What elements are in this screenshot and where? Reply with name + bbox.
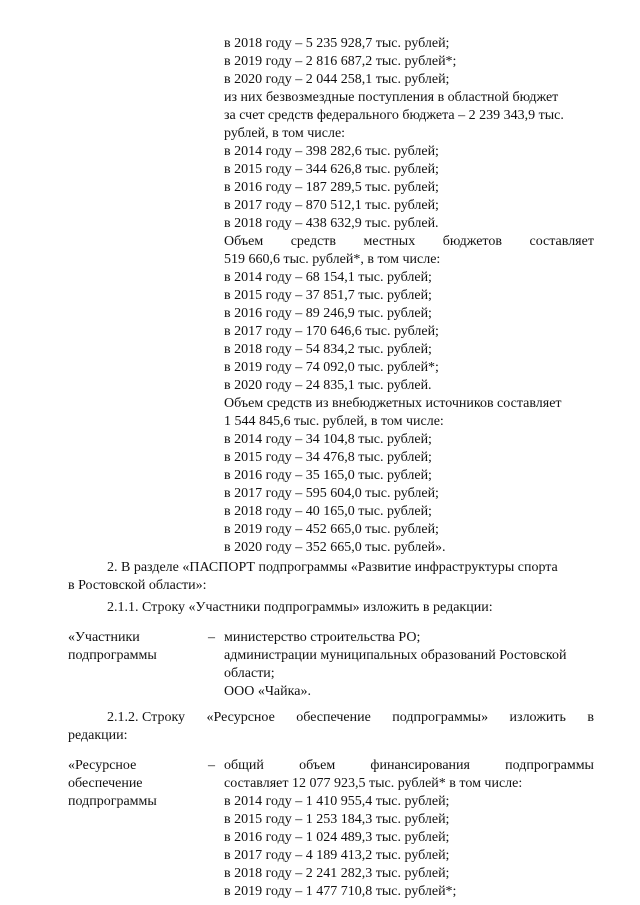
text-line: в 2019 году – 452 665,0 тыс. рублей; [224,522,439,537]
word: местных [363,234,416,249]
text-line: в 2020 году – 352 665,0 тыс. рублей». [224,540,446,555]
word: подпрограммы» [392,710,489,725]
text-line: за счет средств федерального бюджета – 2 239 343,9 тыс. [224,108,564,123]
participants-value: области; [224,666,275,681]
local-budget-heading [224,234,594,250]
text-line: в 2020 году – 2 044 258,1 тыс. рублей; [224,72,450,87]
word: общий [224,758,264,773]
text-line: в 2016 году – 187 289,5 тыс. рублей; [224,180,439,195]
word: Объем [224,234,264,249]
text-line: составляет 12 077 923,5 тыс. рублей* в том числе: [224,776,523,791]
text-line: 1 544 845,6 тыс. рублей, в том числе: [224,414,444,429]
text-line: 519 660,6 тыс. рублей*, в том числе: [224,252,441,267]
text-line: в 2015 году – 34 476,8 тыс. рублей; [224,450,432,465]
section-heading: 2. В разделе «ПАСПОРТ подпрограммы «Развитие инфраструктуры спорта [107,560,558,575]
text-line: в 2014 году – 34 104,8 тыс. рублей; [224,432,432,447]
word: 2.1.2. Строку [107,710,186,725]
text-line: в Ростовской области»: [68,578,207,593]
word: средств [290,234,337,249]
text-line: из них безвозмездные поступления в областной бюджет [224,90,559,105]
participants-value: министерство строительства РО; [224,630,421,645]
resources-label: «Ресурсное [68,758,137,773]
paragraph-2-1-2 [107,710,594,726]
text-line: в 2020 году – 24 835,1 тыс. рублей. [224,378,432,393]
word: обеспечение [296,710,371,725]
text-line: в 2017 году – 4 189 413,2 тыс. рублей; [224,848,450,863]
text-line: в 2014 году – 68 154,1 тыс. рублей; [224,270,432,285]
text-line: в 2018 году – 438 632,9 тыс. рублей. [224,216,439,231]
resources-label: обеспечение [68,776,143,791]
participants-value: администрации муниципальных образований Ростовской [224,648,567,663]
text-line: в 2019 году – 1 477 710,8 тыс. рублей*; [224,884,457,899]
text-line: в 2018 году – 5 235 928,7 тыс. рублей; [224,36,450,51]
text-line: в 2016 году – 35 165,0 тыс. рублей; [224,468,432,483]
participants-value: ООО «Чайка». [224,684,311,699]
text-line: в 2017 году – 595 604,0 тыс. рублей; [224,486,439,501]
text-line: в 2018 году – 2 241 282,3 тыс. рублей; [224,866,450,881]
text-line: в 2014 году – 1 410 955,4 тыс. рублей; [224,794,450,809]
text-line: в 2014 году – 398 282,6 тыс. рублей; [224,144,439,159]
text-line: в 2015 году – 344 626,8 тыс. рублей; [224,162,439,177]
resources-label: подпрограммы [68,794,157,809]
text-line: в 2018 году – 54 834,2 тыс. рублей; [224,342,432,357]
text-line: рублей, в том числе: [224,126,346,141]
text-line: в 2016 году – 1 024 489,3 тыс. рублей; [224,830,450,845]
word: бюджетов [442,234,502,249]
text-line: в 2018 году – 40 165,0 тыс. рублей; [224,504,432,519]
text-line: в 2019 году – 2 816 687,2 тыс. рублей*; [224,54,457,69]
resources-heading [224,758,594,774]
word: в [587,710,594,725]
participants-label: подпрограммы [68,648,157,663]
text-line: в 2019 году – 74 092,0 тыс. рублей*; [224,360,439,375]
text-line: редакции: [68,728,128,743]
dash: – [208,758,215,773]
text-line: Объем средств из внебюджетных источников составляет [224,396,562,411]
word: финансирования [370,758,470,773]
text-line: в 2017 году – 170 646,6 тыс. рублей; [224,324,439,339]
word: объем [299,758,336,773]
word: «Ресурсное [206,710,275,725]
dash: – [208,630,215,645]
participants-label: «Участники [68,630,140,645]
text-line: в 2015 году – 1 253 184,3 тыс. рублей; [224,812,450,827]
word: составляет [529,234,594,249]
text-line: в 2017 году – 870 512,1 тыс. рублей; [224,198,439,213]
paragraph-2-1-1: 2.1.1. Строку «Участники подпрограммы» изложить в редакции: [107,600,493,615]
word: изложить [509,710,566,725]
word: подпрограммы [505,758,594,773]
text-line: в 2015 году – 37 851,7 тыс. рублей; [224,288,432,303]
text-line: в 2016 году – 89 246,9 тыс. рублей; [224,306,432,321]
